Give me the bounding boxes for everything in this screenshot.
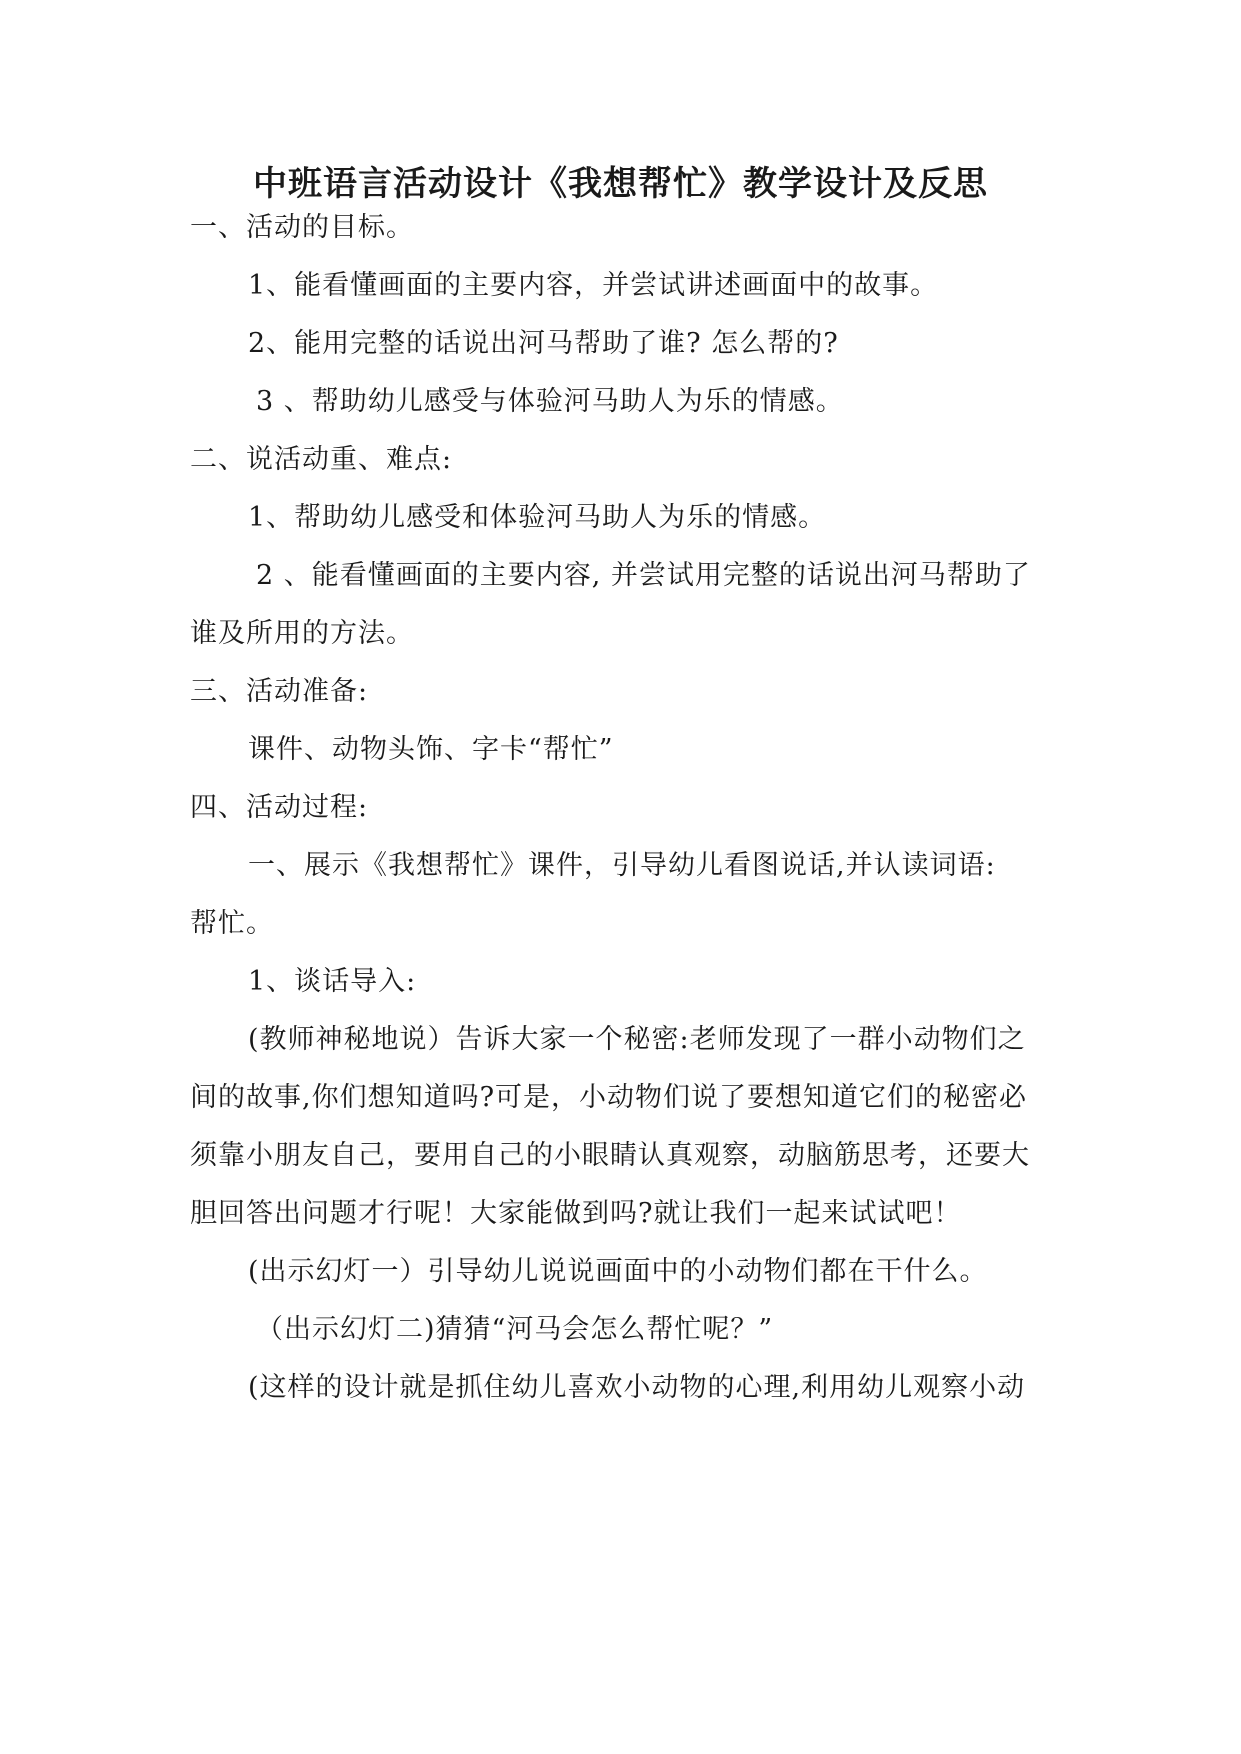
paragraph-line: (教师神秘地说）告诉大家一个秘密:老师发现了一群小动物们之: [248, 1024, 1026, 1055]
key-point-item-1: 1、帮助幼儿感受和体验河马助人为乐的情感。: [248, 502, 827, 533]
goal-item-1: 1、能看懂画面的主要内容，并尝试讲述画面中的故事。: [248, 270, 939, 301]
section-heading-goals: 一、活动的目标。: [190, 212, 414, 243]
key-point-item-2-continued: 谁及所用的方法。: [190, 618, 414, 649]
document-title: 中班语言活动设计《我想帮忙》教学设计及反思: [253, 164, 988, 204]
design-rationale-line: (这样的设计就是抓住幼儿喜欢小动物的心理,利用幼儿观察小动: [248, 1372, 1026, 1403]
goal-item-2: 2、能用完整的话说出河马帮助了谁? 怎么帮的?: [248, 328, 839, 359]
paragraph-line: 间的故事,你们想知道吗?可是，小动物们说了要想知道它们的秘密必: [190, 1082, 1028, 1113]
process-step-1: 一、展示《我想帮忙》课件，引导幼儿看图说话,并认读词语:: [248, 850, 996, 881]
slide-two-instruction: （出示幻灯二)猜猜“河马会怎么帮忙呢？”: [256, 1314, 774, 1345]
preparation-materials: 课件、动物头饰、字卡“帮忙”: [248, 734, 614, 765]
goal-item-3: 3 、帮助幼儿感受与体验河马助人为乐的情感。: [256, 386, 844, 417]
paragraph-line: 须靠小朋友自己，要用自己的小眼睛认真观察，动脑筋思考，还要大: [190, 1140, 1030, 1171]
slide-one-instruction: (出示幻灯一）引导幼儿说说画面中的小动物们都在干什么。: [248, 1256, 988, 1287]
process-step-1-continued: 帮忙。: [190, 908, 274, 939]
section-heading-key-points: 二、说活动重、难点:: [190, 444, 453, 475]
process-substep-intro: 1、谈话导入:: [248, 966, 417, 997]
section-heading-process: 四、活动过程:: [190, 792, 369, 823]
section-heading-preparation: 三、活动准备:: [190, 676, 369, 707]
paragraph-line: 胆回答出问题才行呢！大家能做到吗?就让我们一起来试试吧！: [190, 1198, 962, 1229]
key-point-item-2: 2 、能看懂画面的主要内容, 并尝试用完整的话说出河马帮助了: [256, 560, 1031, 591]
